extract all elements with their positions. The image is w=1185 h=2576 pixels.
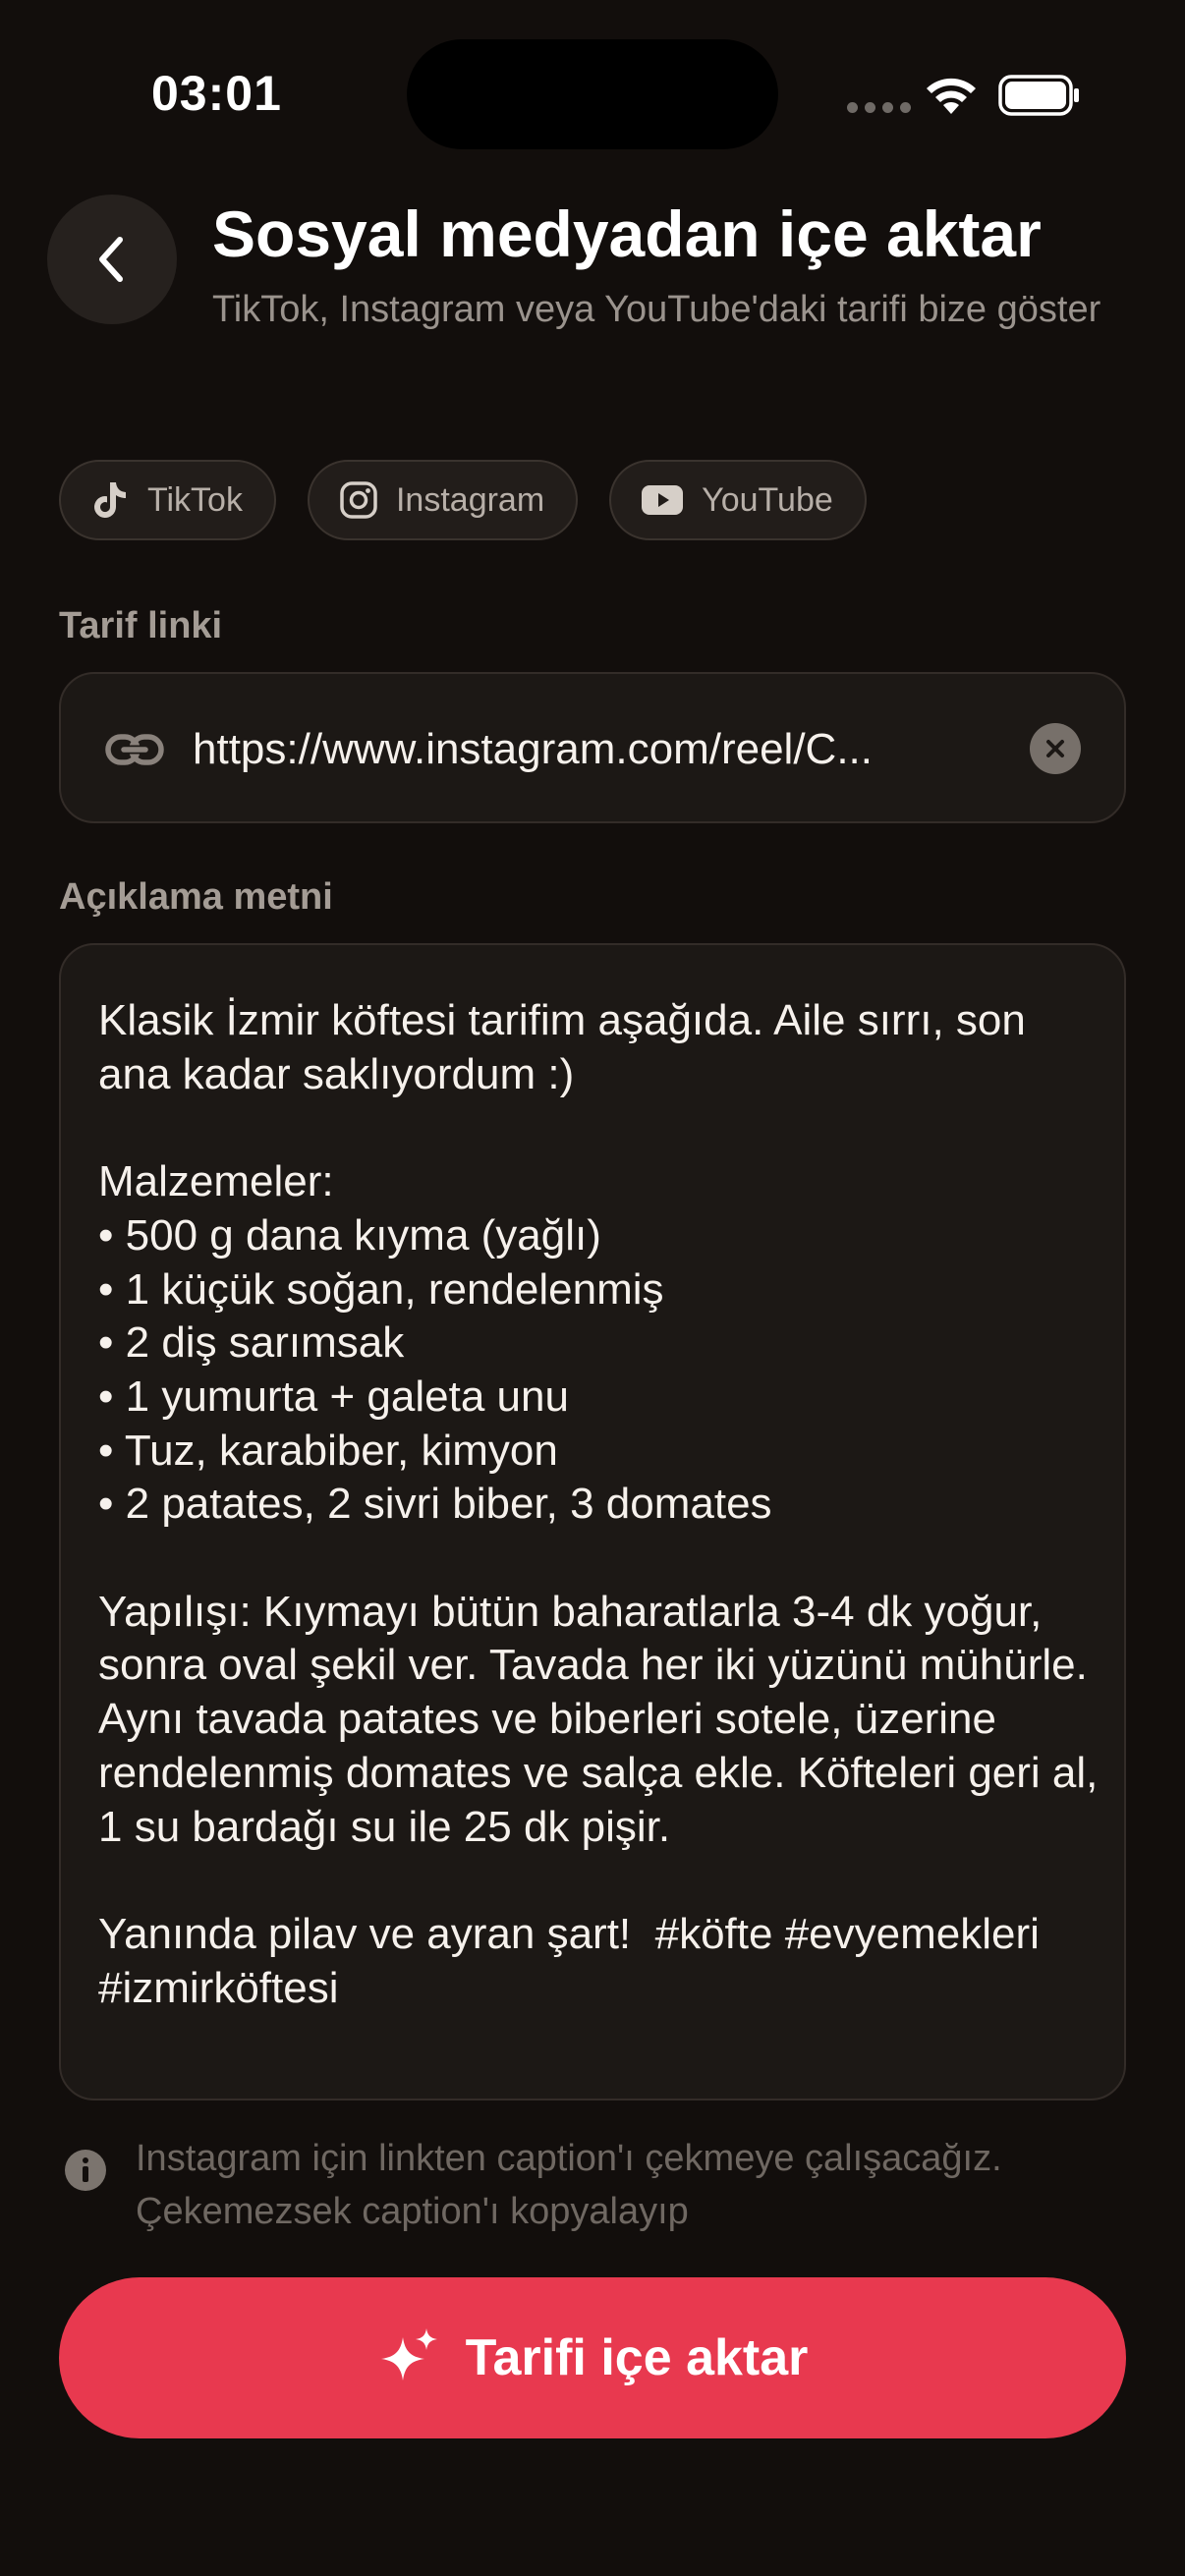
import-recipe-button[interactable] bbox=[59, 2277, 1126, 2438]
back-button[interactable] bbox=[47, 195, 177, 324]
page-title: Sosyal medyadan içe aktar bbox=[212, 197, 1042, 270]
link-input[interactable] bbox=[193, 715, 1038, 784]
chevron-left-icon bbox=[92, 234, 132, 285]
link-field[interactable] bbox=[59, 672, 1126, 823]
dynamic-island bbox=[407, 39, 778, 149]
platform-chips bbox=[59, 460, 867, 540]
description-field-label: Açıklama metni bbox=[59, 876, 333, 918]
description-textarea[interactable] bbox=[59, 943, 1126, 2100]
info-icon bbox=[63, 2148, 108, 2193]
info-note: Instagram için linkten caption'ı çekmeye çalışacağız. Çekemezsek caption'ı kopyalayıp bbox=[136, 2138, 1002, 2232]
status-time: 03:01 bbox=[151, 66, 282, 121]
chip-label: YouTube bbox=[702, 480, 833, 519]
close-icon bbox=[1044, 738, 1066, 759]
chip-instagram[interactable] bbox=[308, 460, 578, 540]
chip-tiktok[interactable] bbox=[59, 460, 276, 540]
cellular-signal-icon bbox=[847, 102, 911, 113]
wifi-icon bbox=[924, 73, 979, 116]
link-field-label: Tarif linki bbox=[59, 605, 223, 646]
tiktok-icon bbox=[90, 479, 130, 521]
import-recipe-label: Tarifi içe aktar bbox=[465, 2329, 809, 2386]
youtube-icon bbox=[641, 483, 684, 517]
clear-link-button[interactable] bbox=[1030, 723, 1081, 774]
link-icon bbox=[104, 719, 165, 780]
status-bar bbox=[0, 0, 1185, 187]
page-subtitle: TikTok, Instagram veya YouTube'daki tarifi bize göster bbox=[212, 289, 1101, 330]
chip-label: Instagram bbox=[395, 480, 545, 519]
description-text[interactable]: Klasik İzmir köftesi tarifim aşağıda. Aile sırrı, son ana kadar saklıyordum :) Malzemeler: • 500 g dana kıyma (yağlı) • 1 küçük soğan, rendelenmiş • 2 diş sarımsak • 1 yumurta + galeta unu • Tuz, karabiber, kimyon • 2 patates, 2 sivri biber, 3 domates Yapılışı: Kıymayı bütün baharatlarla 3-4 dk yoğur, sonra oval şekil ver. Tavada her iki yüzünü mühürle. Aynı tavada patates ve biberleri sotele, üzerine rendelenmiş domates ve salça ekle. Köfteleri geri al, 1 su bardağı su ile 25 dk pişir. Yanında pilav ve ayran şart! #köfte #evyemekleri #izmirköftesi bbox=[98, 996, 1099, 2012]
chip-label: TikTok bbox=[147, 480, 243, 519]
battery-icon bbox=[998, 75, 1081, 116]
chip-youtube[interactable] bbox=[609, 460, 867, 540]
sparkles-icon bbox=[377, 2325, 442, 2390]
instagram-icon bbox=[339, 480, 378, 520]
